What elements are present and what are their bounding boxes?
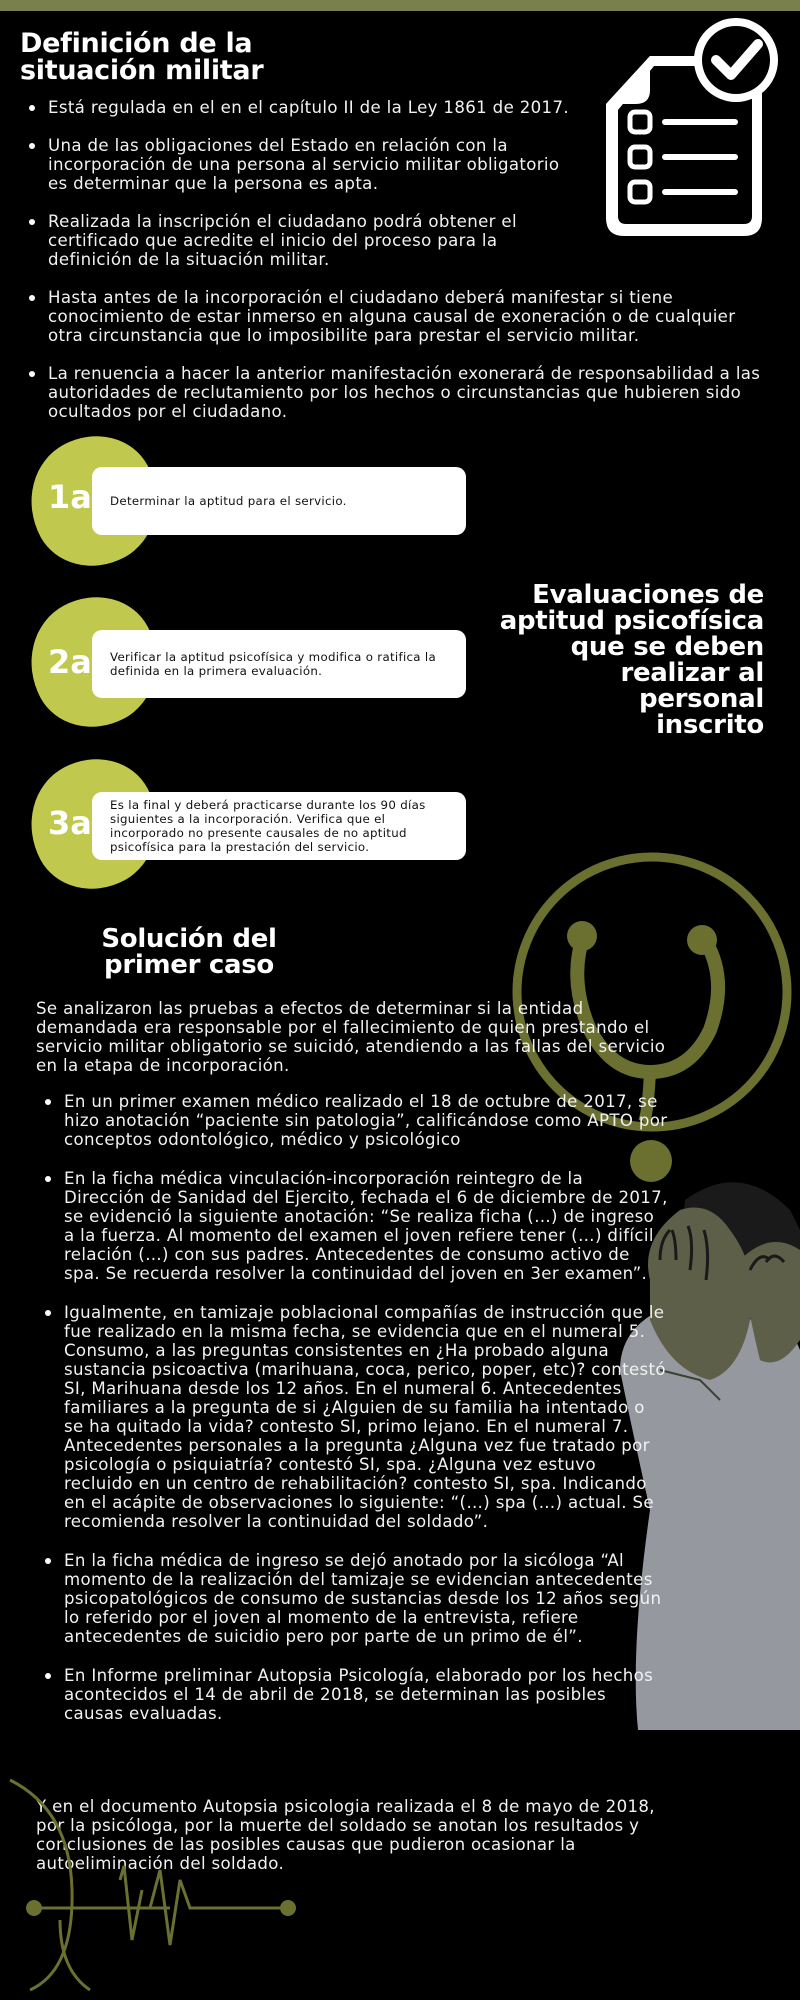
title-line: Evaluaciones de	[532, 580, 764, 610]
list-item: En la ficha médica de ingreso se dejó anotado por la sicóloga “Al momento de la realización del tamizaje se evidencian antecedentes psicopatológicos de consumo de sustancias desde los 12 años según lo referido por el joven al momento de la entrevista, refiere antecedentes de suicidio pero por parte de un primo de él”.	[36, 1551, 668, 1646]
list-item: Realizada la inscripción el ciudadano podrá obtener el certificado que acredite el inicio del proceso para la definición de la situación militar.	[20, 212, 550, 269]
intro-paragraph: Se analizaron las pruebas a efectos de determinar si la entidad demandada era responsable por el fallecimiento de quien prestando el servicio militar obligatorio se suicidó, atendiendo a las fallas del servicio en la etapa de incorporación.	[36, 999, 666, 1075]
step-card	[92, 630, 466, 698]
title-line: inscrito	[656, 710, 764, 740]
top-accent-bar	[0, 0, 800, 11]
list-item: Está regulada en el en el capítulo II de la Ley 1861 de 2017.	[20, 98, 770, 117]
step-card	[92, 792, 466, 860]
heartbeat-line-icon	[0, 1770, 310, 2000]
title-line: primer caso	[104, 950, 274, 980]
step-text: Determinar la aptitud para el servicio.	[110, 494, 347, 508]
solucion-list	[36, 1092, 668, 1743]
title-line: Definición de la	[20, 28, 253, 59]
list-item: En un primer examen médico realizado el 18 de octubre de 2017, se hizo anotación “paciente sin patologia”, calificándose como APTO por conceptos odontológico, médico y psicológico	[36, 1092, 668, 1149]
section-title-solucion	[78, 926, 300, 978]
step-card	[92, 467, 466, 535]
step-number: 2a	[48, 643, 92, 681]
title-line: situación militar	[20, 55, 264, 86]
title-line: aptitud psicofísica	[499, 606, 764, 636]
list-item: Hasta antes de la incorporación el ciudadano deberá manifestar si tiene conocimiento de estar inmerso en alguna causal de exoneración o de cualquier otra circunstancia que lo imposibilite para prestar el servicio militar.	[20, 288, 770, 345]
definicion-list	[20, 98, 770, 440]
step-text: Es la final y deberá practicarse durante los 90 días siguientes a la incorporación. Verifica que el incorporado no presente causales de no aptitud psicofísica para la prestación del servicio.	[110, 798, 426, 854]
list-item: Una de las obligaciones del Estado en relación con la incorporación de una persona al servicio militar obligatorio es determinar que la persona es apta.	[20, 136, 580, 193]
step-text: Verificar la aptitud psicofísica y modifica o ratifica la definida en la primera evaluación.	[110, 650, 436, 678]
list-item: En Informe preliminar Autopsia Psicología, elaborado por los hechos acontecidos el 14 de abril de 2018, se determinan las posibles causas evaluadas.	[36, 1666, 668, 1723]
step-number: 1a	[48, 478, 92, 516]
section-title-evaluaciones	[488, 582, 764, 738]
title-line: realizar al personal	[620, 658, 764, 714]
list-item: En la ficha médica vinculación-incorporación reintegro de la Dirección de Sanidad del Ejercito, fechada el 6 de diciembre de 2017, se evidenció la siguiente anotación: “Se realiza ficha (…) de ingreso a la fuerza. Al momento del examen el joven refiere tener (…) difícil relación (…) con sus padres. Antecedentes de consumo activo de spa. Se recuerda resolver la continuidad del joven en 3er examen”.	[36, 1169, 668, 1283]
closing-paragraph: Y en el documento Autopsia psicologia realizada el 8 de mayo de 2018, por la psicóloga, por la muerte del soldado se anotan los resultados y conclusiones de las posibles causas que pudieron ocasionar la autoeliminación del soldado.	[36, 1797, 655, 1873]
list-item: La renuencia a hacer la anterior manifestación exonerará de responsabilidad a las autoridades de reclutamiento por los hechos o circunstancias que hubieren sido ocultados por el ciudadano.	[20, 364, 770, 421]
title-line: Solución del	[101, 924, 277, 954]
section-title-definicion	[20, 30, 263, 84]
title-line: que se deben	[570, 632, 764, 662]
list-item: Igualmente, en tamizaje poblacional compañías de instrucción que le fue realizado en la misma fecha, se evidencia que en el numeral 5. Consumo, a las preguntas consistentes en ¿Ha probado alguna sustancia psicoactiva (marihuana, coca, perico, poper, etc)? contestó SI, Marihuana desde los 12 años. En el numeral 6. Antecedentes familiares a la pregunta de si ¿Alguien de su familia ha intentado o se ha quitado la vida? contesto SI, primo lejano. En el numeral 7. Antecedentes personales a la pregunta ¿Alguna vez fue tratado por psicología o psiquiatría? contestó SI, spa. ¿Alguna vez estuvo recluido en un centro de rehabilitación? contesto SI, spa. Indicando en el acápite de observaciones lo siguiente: “(…) spa (…) actual. Se recomienda resolver la continuidad del soldado”.	[36, 1303, 668, 1531]
step-number: 3a	[48, 804, 92, 842]
